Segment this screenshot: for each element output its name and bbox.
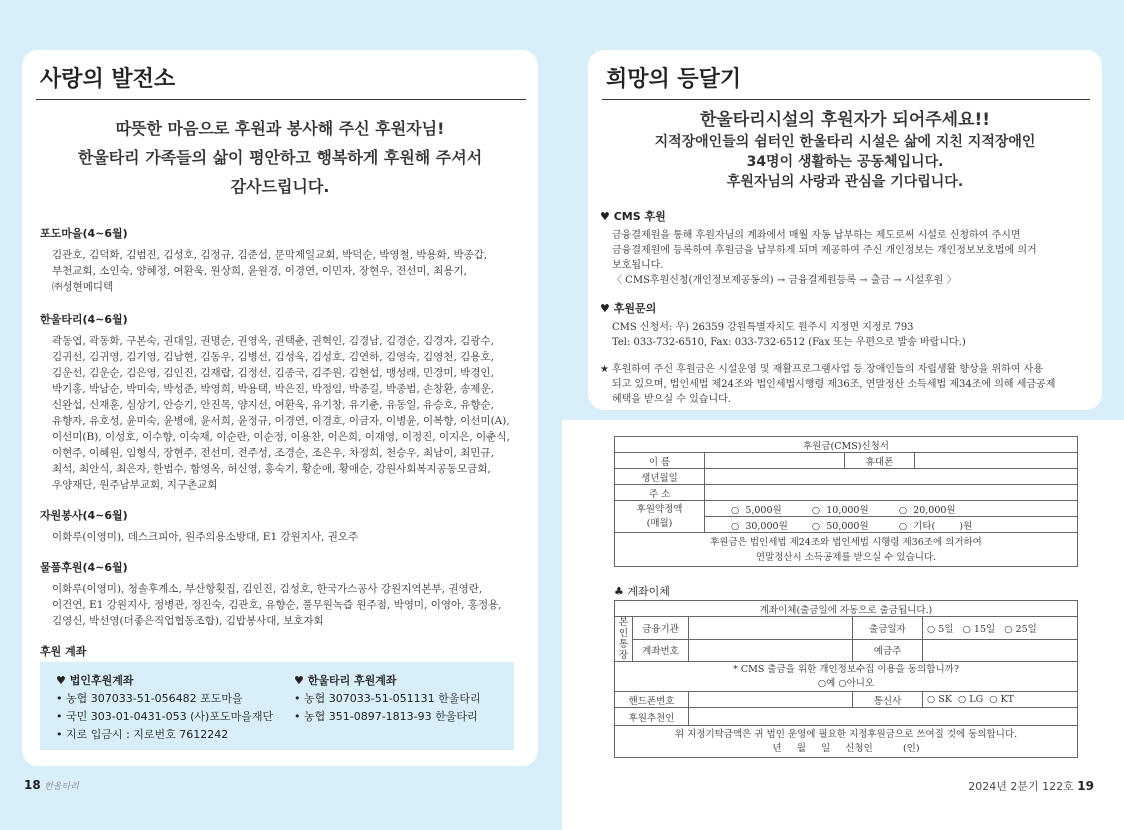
referrer-field[interactable] [689,708,1078,726]
sponsor-section-hanultari: 한울타리(4~6월) 곽동엽, 곽동화, 구본숙, 권대일, 권명순, 권영옥, 권택춘, 권혁인, 김경남, 김경순, 김경자, 김광수, 김귀선, 김귀영, 김기영, 김남현, 김동우, 김병선, 김성욱, 김성호, 김연하, 김영숙, 김영천, 김용호, 김운선, 김운순, 김은영, 김인진, 김재랍, 김정선, 김종국, 김주원, 김현섭, 맹성래, 민경미, 박경인, 박기홍, 박남순, 박미숙, 박성준, 박영희, 박용택, 박은진, 박정임, 박종길, 박종범, 손창환, 송제운, 신완섭, 신재훈, 심상기, 안승기, 안진목, 양지선, 여환욱, 유기창, 유기춘, 유동일, 유승호, 유향순, 유향자, 유호성, 윤미숙, 윤병애, 윤서희, 윤정규, 이경연, 이경호, 이금자, 이병윤, 이복향, 이선미(A), 이선미(B), 이성호, 이수향, 이숙재, 이순란, 이순정, 이용찬, 이은희, 이재영, 이정진, 이지은, 이춘식, 이현주, 이혜원, 임형식, 장현주, 전선미, 전주성, 조경순, 조은우, 차정희, 천승우, 최남이, 최민규, 최석, 최안식, 최은자, 한범수, 함영옥, 허신영, 홍숙기, 황순애, 황애순, 강원사회복지공동모금회, 우양재단, 원주남부교회, 지구촌교회 [40,311,522,493]
phone-field[interactable] [915,453,1078,469]
corporate-accounts: ♥ 법인후원계좌 • 농협 307033-51-056482 포도마을 • 국민 303-01-0431-053 (사)포도마을재단 • 지로 입금시 : 지로번호 7612242 [56,674,274,741]
star-icon: ★ [600,364,609,375]
bank-account-box [40,662,514,750]
left-footer [24,778,79,792]
love-power-plant-card [22,50,538,766]
bank-field[interactable] [689,617,853,640]
title-divider [602,99,1090,100]
inquiry-section: ♥ 후원문의 CMS 신청서: 우) 26359 강원특별자치도 원주시 지정면 지정로 793 Tel: 033-732-6510, Fax: 033-732-6512 (Fax 또는 우편으로 발송 바랍니다.) [600,302,966,348]
consent-options[interactable]: ○예 ○아니오 [817,677,875,689]
page-number: 18 [24,778,41,792]
sponsor-names: 김관호, 김덕화, 김범진, 김성호, 김정규, 김준섭, 문막제일교회, 박덕순, 박영철, 박용화, 박종갑, 부천교회, 소인숙, 양혜정, 여환욱, 원상희, 윤원경, 이경연, 이민자, 장현우, 전선미, 최용기, ㈜성현메디텍 [52,249,488,293]
account-number-field[interactable] [689,639,853,662]
issue-label: 2024년 2분기 122호 [968,780,1074,793]
right-footer [968,778,1094,794]
signature-line[interactable]: 년 월 일 신청인 (인) [772,742,920,754]
page-number: 19 [1077,779,1094,793]
left-title: 사랑의 발전소 [40,67,176,92]
transfer-form: 계좌이체(출금일에 자동으로 출금됩니다.) 본인통장 금융기관 출금일자 ○ 5일 ○ 15일 ○ 25일 계좌번호 예금주 * CMS 출금을 위한 개인정보수집 이용을 동의합니까? ○예 ○아니오 핸드폰번호 통신사 ○ SK ○ LG ○ KT 후원추천인 위 지정기탁금액은 귀 법인 운영에 필요한 지정후원금으로 쓰여질 것에 동의합니다. 년 월 일 신청인 (인) [614,600,1078,758]
goods-donor-names: 이화루(이영미), 청솔후계소, 부산항횟집, 김인진, 김성호, 한국가스공사 강원지역본부, 권영란, 이건연, E1 강원지사, 정병관, 정진숙, 김관호, 유향순, 풀무원녹즙 원주점, 박영미, 이영아, 홍정용, 김영신, 박선영(더좋은직업협동조합), 김밥봉사대, 보호자회 [52,583,502,627]
footer-logo: 한울타리 [44,782,79,792]
form-title: 후원금(CMS)신청서 [615,437,1078,453]
account-holder-field[interactable] [923,639,1078,662]
account-heading: 후원 계좌 [40,645,87,658]
name-field[interactable] [705,453,845,469]
withdrawal-date-options[interactable]: ○ 5일 ○ 15일 ○ 25일 [923,617,1078,640]
thanks-intro: 따뜻한 마음으로 후원과 봉사해 주신 후원자님! 한울타리 가족들의 삶이 평안하고 행복하게 후원해 주셔서 감사드립니다. [77,119,483,196]
title-divider [36,99,526,100]
volunteer-names: 이화루(이영미), 데스크피아, 원주의용소방대, E1 강원지사, 권오주 [52,531,359,543]
sponsor-appeal: 한울타리시설의 후원자가 되어주세요!! 지적장애인들의 쉼터인 한울타리 시설은 삶에 지친 지적장애인 34명이 생활하는 공동체입니다. 후원자님의 사랑과 관심을 기다립니다. [654,110,1036,190]
account-heading-wrap [40,643,522,659]
goods-donation-section: 물품후원(4~6월) 이화루(이영미), 청솔후계소, 부산항횟집, 김인진, 김성호, 한국가스공사 강원지역본부, 권영란, 이건연, E1 강원지사, 정병관, 정진숙, 김관호, 유향순, 풀무원녹즙 원주점, 박영미, 이영아, 홍정용, 김영신, 박선영(더좋은직업협동조합), 김밥봉사대, 보호자회 [40,559,522,629]
amount-options-row1[interactable]: ○ 5,000원 ○ 10,000원 ○ 20,000원 [705,501,1078,517]
birthdate-field[interactable] [705,469,1078,485]
volunteer-section: 자원봉사(4~6월) 이화루(이영미), 데스크피아, 원주의용소방대, E1 강원지사, 권오주 [40,507,522,545]
cms-section: ♥ CMS 후원 금융결제원을 통해 후원자님의 계좌에서 매월 자동 납부하는 제도로써 시설로 신청하여 주시면 금융결제원에 등록하여 후원금을 납부하게 되며 제공하여 주신 개인정보는 개인정보보호법에 의거 보호됩니다. 〈 CMS후원신청(개인정보제공동의) → 금융결제원등록 → 출금 → 시설후원 〉 [600,210,1037,286]
carrier-options[interactable]: ○ SK ○ LG ○ KT [923,692,1078,708]
transfer-heading: ♣ 계좌이체 [614,585,670,598]
cms-application-form: 후원금(CMS)신청서 이 름 휴대폰 생년월일 주 소 후원약정액 (매월) ○ 5,000원 ○ 10,000원 ○ 20,000원 ○ 30,000원 ○ 50,000원 ○ 기타( )원 후원금은 법인세법 제24조와 법인세법 시행령 제36조에 의거하여 연말정산시 소득공제를 받으실 수 있습니다. [614,436,1078,567]
sponsor-names: 곽동엽, 곽동화, 구본숙, 권대일, 권명순, 권영옥, 권택춘, 권혁인, 김경남, 김경순, 김경자, 김광수, 김귀선, 김귀영, 김기영, 김남현, 김동우, 김병선, 김성욱, 김성호, 김연하, 김영숙, 김영천, 김용호, 김운선, 김운순, 김은영, 김인진, 김재랍, 김정선, 김종국, 김주원, 김현섭, 맹성래, 민경미, 박경인, 박기홍, 박남순, 박미숙, 박성준, 박영희, 박용택, 박은진, 박정임, 박종길, 박종범, 손창환, 송제운, 신완섭, 신재훈, 심상기, 안승기, 안진목, 양지선, 여환욱, 유기창, 유기춘, 유동일, 유승호, 유향순, 유향자, 유호성, 윤미숙, 윤병애, 윤서희, 윤정규, 이경연, 이경호, 이금자, 이병윤, 이복향, 이선미(A), 이선미(B), 이성호, 이수향, 이숙재, 이순란, 이순정, 이용찬, 이은희, 이재영, 이정진, 이지은, 이춘식, 이현주, 이혜원, 임형식, 장현주, 전선미, 전주성, 조경순, 조은우, 차정희, 천승우, 최남이, 최민규, 최석, 최안식, 최은자, 한범수, 함영옥, 허신영, 홍숙기, 황순애, 황애순, 강원사회복지공동모금회, 우양재단, 원주남부교회, 지구촌교회 [52,335,510,491]
tax-note: ★ 후원하여 주신 후원금은 시설운영 및 재활프로그램사업 등 장애인들의 자립생활 향상을 위하여 사용 되고 있으며, 법인세법 제24조와 법인세법시행령 제36조, 연말정산 소득세법 제34조에 의해 세금공제 혜택을 받으실 수 있습니다. [600,364,1056,405]
transfer-form-title: 계좌이체(출금일에 자동으로 출금됩니다.) [615,601,1078,617]
hope-lantern-card [588,50,1102,410]
address-field[interactable] [705,485,1078,501]
right-title: 희망의 등달기 [606,67,742,92]
sponsor-section-podo: 포도마을(4~6월) 김관호, 김덕화, 김범진, 김성호, 김정규, 김준섭, 문막제일교회, 박덕순, 박영철, 박용화, 박종갑, 부천교회, 소인숙, 양혜정, 여환욱, 원상희, 윤원경, 이경연, 이민자, 장현우, 전선미, 최용기, ㈜성현메디텍 [40,225,522,295]
hanultari-accounts: ♥ 한울타리 후원계좌 • 농협 307033-51-051131 한울타리 • 농협 351-0897-1813-93 한울타리 [294,674,481,723]
mobile-field[interactable] [689,692,853,708]
amount-options-row2[interactable]: ○ 30,000원 ○ 50,000원 ○ 기타( )원 [705,517,1078,533]
